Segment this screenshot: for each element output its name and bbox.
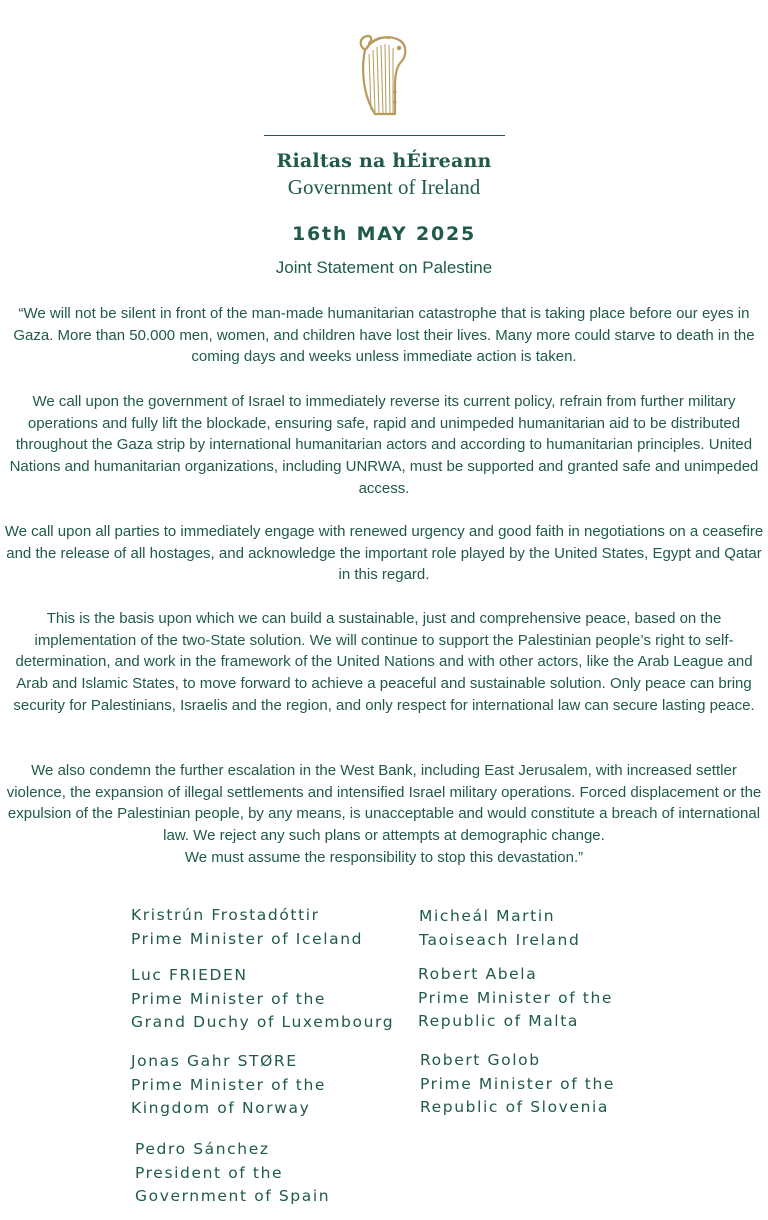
statement-paragraph-5: We also condemn the further escalation in the West Bank, including East Jerusalem, with increased settler violence, the expansion of illegal settlements and intensified Israel military operations. Forced displacement or the expulsion of the Palestinian people, by any means, is unacceptable and would constitute a breach of international law. We reject any such plans or attempts at demographic change. We must assume the responsibility to stop this devastation.” — [6, 762, 762, 866]
signatory-name: Robert Golob — [420, 1051, 541, 1069]
signatory-title-line: Prime Minister of Iceland — [131, 929, 364, 948]
signatory-title-line: Prime Minister of the — [131, 989, 327, 1008]
signatory-name: Jonas Gahr STØRE — [131, 1052, 298, 1070]
statement-date: 16th MAY 2025 — [291, 223, 477, 245]
signatory-luxembourg — [131, 964, 394, 1035]
signatory-title-line: President of the — [135, 1163, 284, 1182]
signatory-title-line: Republic of Slovenia — [420, 1098, 610, 1116]
signatory-title-line: Prime Minister of the — [131, 1075, 327, 1094]
signatory-norway — [131, 1050, 326, 1121]
signatory-name: Kristrún Frostadóttir — [131, 906, 320, 924]
statement-paragraph-1: “We will not be silent in front of the man-made humanitarian catastrophe that is taking place before our eyes in Gaza. More than 50.000 men, women, and children have lost their lives. Many more could starve to death in the coming days and weeks unless immediate action is taken. — [13, 305, 755, 366]
harp-icon — [355, 30, 411, 122]
signatory-name: Luc FRIEDEN — [131, 966, 248, 984]
government-name-english: Government of Ireland — [287, 175, 481, 199]
statement-title: Joint Statement on Palestine — [275, 258, 493, 277]
signatory-name: Pedro Sánchez — [135, 1140, 270, 1158]
signatory-title-line: Republic of Malta — [418, 1012, 579, 1030]
signatory-name: Micheál Martin — [419, 907, 556, 925]
statement-paragraph-2: We call upon the government of Israel to immediately reverse its current policy, refrain from further military operations and fully lift the blockade, ensuring safe, rapid and unimpeded humanitarian aid to be distributed throughout the Gaza strip by international humanitarian actors and according to humanitarian principles. United Nations and humanitarian organizations, including UNRWA, must be supported and granted safe and unimpeded access. — [9, 393, 759, 497]
signatory-title-line: Taoiseach Ireland — [419, 930, 581, 949]
statement-paragraph-3: We call upon all parties to immediately engage with renewed urgency and good faith in negotiations on a ceasefire and the release of all hostages, and acknowledge the important role played by the United States, Egypt and Qatar in this regard. — [4, 523, 764, 584]
header-divider — [264, 135, 505, 136]
signatory-title-line: Grand Duchy of Luxembourg — [131, 1013, 395, 1031]
signatory-iceland — [131, 904, 363, 951]
signatory-name: Robert Abela — [418, 965, 538, 983]
signatory-slovenia — [420, 1049, 615, 1120]
government-name-irish: Rialtas na hÉireann — [276, 150, 492, 172]
signatory-title-line: Government of Spain — [135, 1187, 331, 1205]
signatory-malta — [418, 963, 613, 1034]
signatory-title-line: Prime Minister of the — [420, 1074, 616, 1093]
signatory-ireland — [419, 905, 580, 952]
signatory-spain — [135, 1138, 330, 1209]
statement-paragraph-4: This is the basis upon which we can build a sustainable, just and comprehensive peace, based on the implementation of the two-State solution. We will continue to support the Palestinian people’s right to self-determination, and work in the framework of the United Nations and with other actors, like the Arab League and Arab and Islamic States, to move forward to achieve a peaceful and sustainable solution. Only peace can bring security for Palestinians, Israelis and the region, and only respect for international law can secure lasting peace. — [13, 610, 755, 714]
signatory-title-line: Kingdom of Norway — [131, 1099, 311, 1117]
signatory-title-line: Prime Minister of the — [418, 988, 614, 1007]
